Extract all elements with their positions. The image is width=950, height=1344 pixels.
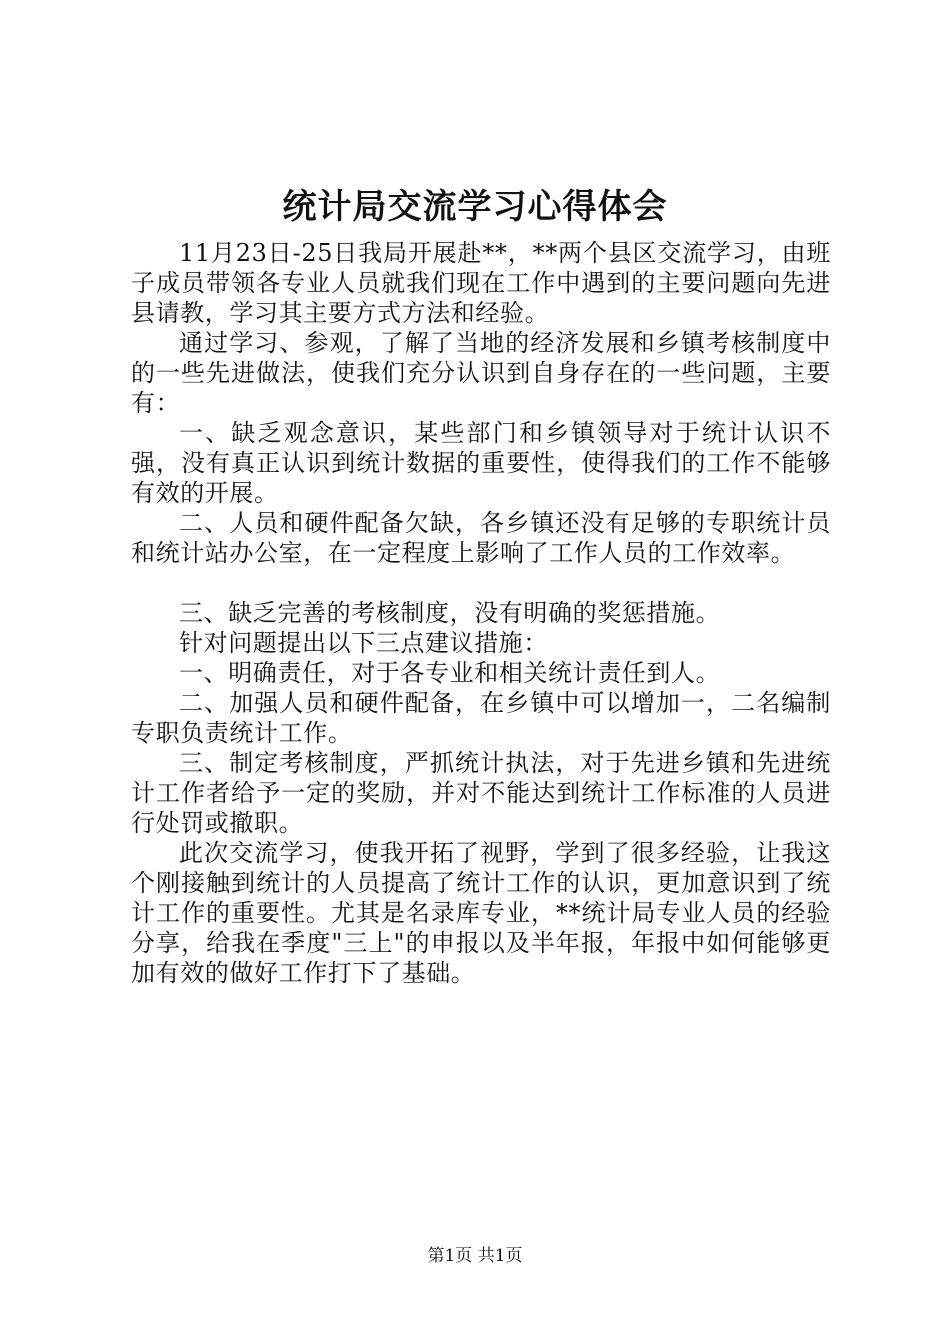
document-title: 统计局交流学习心得体会 bbox=[282, 187, 668, 227]
document-body bbox=[131, 238, 831, 988]
paragraph-problem-2: 二、人员和硬件配备欠缺，各乡镇还没有足够的专职统计员和统计站办公室，在一定程度上影响了工作人员的工作效率。 bbox=[131, 509, 831, 567]
paragraph-suggestion-2: 二、加强人员和硬件配备，在乡镇中可以增加一，二名编制专职负责统计工作。 bbox=[131, 689, 831, 747]
paragraph-spacer bbox=[131, 568, 831, 598]
paragraph-problem-1: 一、缺乏观念意识，某些部门和乡镇领导对于统计认识不强，没有真正认识到统计数据的重要性，使得我们的工作不能够有效的开展。 bbox=[131, 419, 831, 507]
paragraph-findings: 通过学习、参观，了解了当地的经济发展和乡镇考核制度中的一些先进做法，使我们充分认识到自身存在的一些问题，主要有： bbox=[131, 329, 831, 417]
paragraph-suggestion-1: 一、明确责任，对于各专业和相关统计责任到人。 bbox=[179, 659, 721, 687]
paragraph-problem-3: 三、缺乏完善的考核制度，没有明确的奖惩措施。 bbox=[179, 599, 721, 627]
paragraph-intro: 11月23日-25日我局开展赴**，**两个县区交流学习，由班子成员带领各专业人员就我们现在工作中遇到的主要问题向先进县请教，学习其主要方式方法和经验。 bbox=[131, 239, 831, 327]
paragraph-suggestions-intro: 针对问题提出以下三点建议措施： bbox=[179, 629, 548, 657]
page-footer: 第1页 共1页 bbox=[427, 1246, 523, 1266]
paragraph-suggestion-3: 三、制定考核制度，严抓统计执法，对于先进乡镇和先进统计工作者给予一定的奖励，并对不能达到统计工作标准的人员进行处罚或撤职。 bbox=[131, 749, 831, 837]
paragraph-conclusion: 此次交流学习，使我开拓了视野，学到了很多经验，让我这个刚接触到统计的人员提高了统计工作的认识，更加意识到了统计工作的重要性。尤其是名录库专业，**统计局专业人员的经验分享，给我在季度"三上"的申报以及半年报，年报中如何能够更加有效的做好工作打下了基础。 bbox=[131, 839, 831, 987]
